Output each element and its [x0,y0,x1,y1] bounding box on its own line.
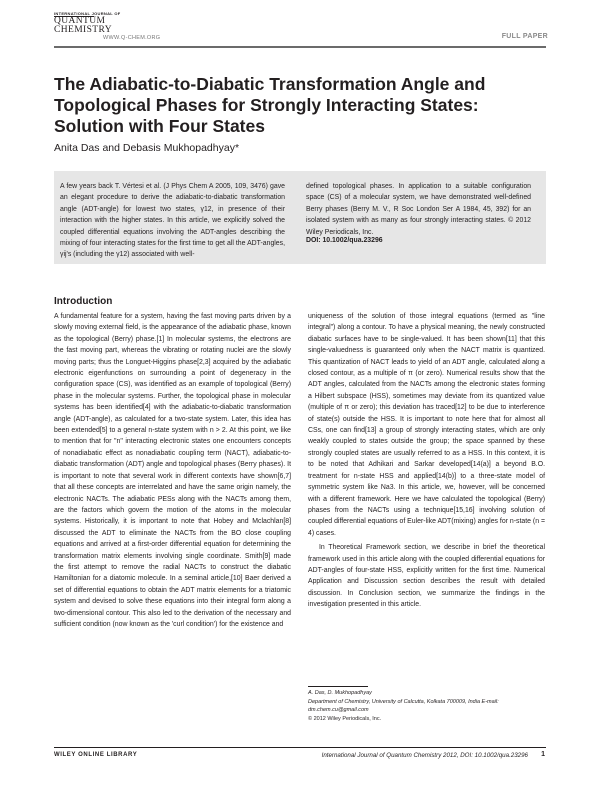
body-column-right [308,311,545,611]
section-heading-introduction: Introduction [54,296,113,307]
abstract-text-left: A few years back T. Vértesi et al. (J Phys Chem A 2005, 109, 3476) gave an elegant procedure to derive the adiabatic-to-diabatic transformation angle (ADT-angle) for lowest two states, γ12, in presence of their interaction with the higher states. In this article, we explicitly solved the coupled differential equations involving the ADT-angles describing the mixing of four interacting states for the first time to get all the ADT-angles, γij's (including the γ12) associated with well- [60,183,285,259]
article-title: The Adiabatic-to-Diabatic Transformation Angle and Topological Phases for Strongly Interacting States: Solution with Four States [54,74,486,136]
journal-logo: QUANTUM CHEMISTRY [54,16,112,35]
journal-url[interactable]: WWW.Q-CHEM.ORG [103,35,161,41]
intro-paragraph: uniqueness of the solution of those integral equations (termed as "line integral") along a contour. To have a physical meaning, the newly constructed diabatic surfaces have to be single-valued. It has been shown[11] that this single-valuedness is guaranteed only when the NACT matrix is quantized. This quantization of NACT leads to yield of an ADT angle, calculated along a closed contour, as a multiple of π (or zero). Numerical results show that the ADT angles, calculated from the NACTs among the electronic states forming a Hilbert subspace (HSS), sometimes may deviate from its quantized value (multiple of π or zero); this deviation has traced[12] to be due to interference of state(s) outside the HSS. It is important to note here that for almost all CSs, one can find[13] a group of strongly interacting states, which are only weakly coupled to states outside the group; the space spanned by these strongly coupled states are usually referred to as a HSS. In this context, it is to be noted that Adhikari and Sarkar developed[14(a)] a beyond B.O. treatment for n-state HSS and applied[14(b)] to a three-state model of symmetric system like Na3. In this article, we, however, will be concerned with a different framework. Here we have calculated the topological (Berry) phases from the NACTs using a technique[15,16] involving solution of coupled differential equations of Euler-like ADT(mixing) angles for n-state (n = 4) cases. [308,313,545,537]
intro-paragraph: A fundamental feature for a system, having the fast moving parts driven by a slowly moving external field, is the appearance of the adiabatic phase, known as the topological (Berry) phase.[1] In molecular systems, the electrons are the fast moving part, whereas the vibrating or rotating nuclei are the slowly moving parts; thus the Longuet-Higgins phase[2,3] acquired by the adiabatic electronic eigenfunctions on surrounding a point of degeneracy in the configuration space (CS), was identified as an example of topological (Berry) phase in the molecular systems. Further, the topological phase in molecular systems has been identified[4] with the adiabatic-to-diabatic transformation angle (ADT-angle), as calculated for a two-state system. Later, this idea has been extended[5] to a general n-state system with n > 2. At this point, we like to mention that for "n" interacting electronic states one encounters concepts of nonadiabatic effect as nonadiabatic coupling term (NACT), adiabatic-to-diabatic transformation (ADT) angle and topological phases (Berry phases). It is important to note that several work in different contexts have shown[6,7] that all these concepts are interrelated and have the same origin namely, the electronic NACTs. The adiabatic PESs along with the NACTs among them, are the factors which govern the motion of the atoms in the molecular systems. Historically, it is important to note that Hobey and Mclachlan[8] discussed the ADT to eliminate the NACTs from the BO close coupling equations and arrived at a first-order differential equation for determining the transformation matrix elements involving single coordinate. Smith[9] made the first attempt to remove the radial NACTs to construct the diabatic Hamiltonian for a diatomic molecule. In a seminal article,[10] Baer derived a set of differential equations to obtain the ADT matrix elements for a triatomic system and devised to solve these equations into their integral form along a two-dimensional contour. This also led to the derivation of the necessary and sufficient condition (now known as the 'curl condition') for the existence and [54,313,291,628]
intro-paragraph: In Theoretical Framework section, we describe in brief the theoretical framework used in this article along with the coupled differential equations for ADT-angles of four-state HSS, explicitly written for the first time. Numerical Application and Discussion section describes the result with detailed discussion. In Conclusion section, we summarize the findings in the investigation presented in this article. [308,544,545,609]
journal-logo-top: INTERNATIONAL JOURNAL OF [54,11,121,16]
footnote-copyright: © 2012 Wiley Periodicals, Inc. [308,716,382,722]
journal-citation: International Journal of Quantum Chemistry 2012, DOI: 10.1002/qua.23296 [321,752,528,759]
page-number: 1 [541,751,545,758]
body-column-left [54,311,291,630]
publisher-logo[interactable]: WILEY ONLINE LIBRARY [54,752,138,758]
footnote-rule [308,686,368,687]
footer-rule [54,747,546,748]
article-authors: Anita Das and Debasis Mukhopadhyay* [54,142,240,154]
footnote-affiliation: Department of Chemistry, University of Calcutta, Kolkata 700009, India E-mail: dm.chem.cu@gmail.com [308,699,499,713]
paper-type-label: FULL PAPER [501,33,548,40]
abstract-text-right: defined topological phases. In application to a suitable configuration space (CS) of a molecular system, we have demonstrated well-defined Berry phases (Berry M. V., R Soc London Ser A 1984, 45, 392) for an isolated system with as many as four strongly interacting states. © 2012 Wiley Periodicals, Inc. [306,183,531,236]
article-doi[interactable]: DOI: 10.1002/qua.23296 [306,237,383,244]
header-rule [54,46,546,48]
footnote-authors: A. Das, D. Mukhopadhyay [308,690,372,696]
